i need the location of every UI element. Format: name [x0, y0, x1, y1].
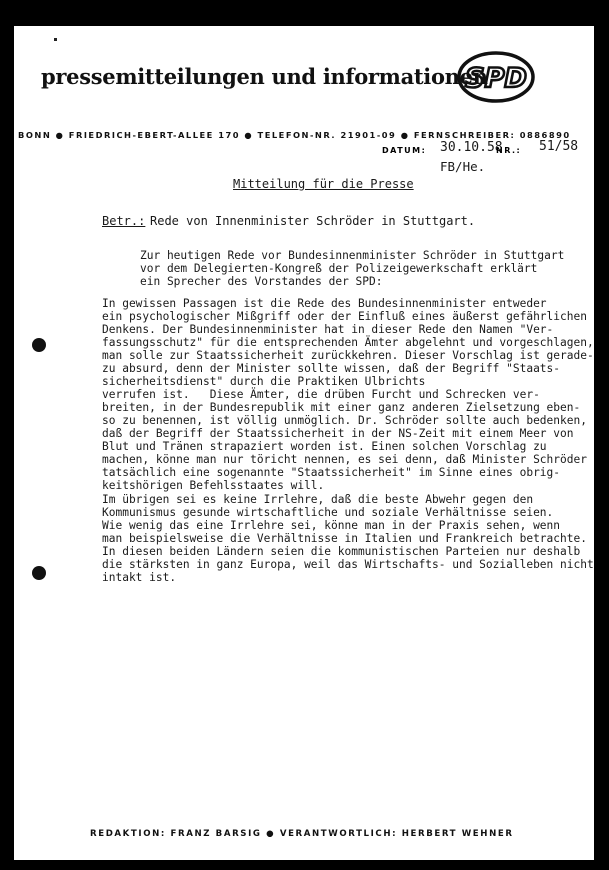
datum-value: 30.10.58: [440, 140, 503, 155]
text-line: so zu benennen, ist völlig unmöglich. Dr. Schröder sollte auch bedenken,: [102, 414, 587, 427]
logo-text: SPD: [465, 63, 527, 94]
number-value: 51/58: [539, 139, 579, 154]
text-line: die stärksten in ganz Europa, weil das Wirtschafts- und Sozialleben nicht: [102, 558, 594, 571]
number-label: NR.:: [496, 146, 522, 155]
text-line: Wie wenig das eine Irrlehre sei, könne man in der Praxis sehen, wenn: [102, 519, 561, 532]
text-line: breiten, in der Bundesrepublik mit einer ganz anderen Zielsetzung eben-: [102, 401, 581, 414]
text-line: Kommunismus gesunde wirtschaftliche und soziale Verhältnisse seien.: [102, 506, 554, 519]
subject-label: [102, 214, 145, 228]
text-line: In gewissen Passagen ist die Rede des Bundesinnenminister entweder: [102, 297, 547, 310]
text-line: ein Sprecher des Vorstandes der SPD:: [140, 275, 383, 288]
document-heading: Mitteilung für die Presse: [233, 177, 414, 191]
press-release-page: [14, 26, 594, 860]
paragraph-2: [102, 493, 594, 584]
text-line: man beispielsweise die Verhältnisse in Italien und Frankreich betrachte.: [102, 532, 587, 545]
text-line: sicherheitsdienst" durch die Praktiken Ulbrichts: [102, 375, 426, 388]
text-line: In diesen beiden Ländern seien die kommunistischen Parteien nur deshalb: [102, 545, 581, 558]
text-line: Denkens. Der Bundesinnenminister hat in dieser Rede den Namen "Ver-: [102, 323, 554, 336]
text-line: intakt ist.: [102, 571, 177, 584]
subject-label-text: Betr.:: [102, 214, 146, 228]
punch-hole: [32, 338, 46, 352]
text-line: fassungsschutz" für die entsprechenden Ämter abgelehnt und vorgeschlagen,: [102, 336, 594, 349]
text-line: machen, könne man nur töricht nennen, es sei denn, daß Minister Schröder: [102, 453, 587, 466]
text-line: Blut und Tränen strapaziert worden ist. Einen solchen Vorschlag zu: [102, 440, 547, 453]
text-line: vor dem Delegierten-Kongreß der Polizeigewerkschaft erklärt: [140, 262, 538, 275]
text-line: man solle zur Staatssicherheit zurückkehren. Dieser Vorschlag ist gerade-: [102, 349, 594, 362]
text-line: Zur heutigen Rede vor Bundesinnenminister Schröder in Stuttgart: [140, 249, 565, 262]
text-line: tatsächlich eine sogenannte "Staatssicherheit" im Sinne eines obrig-: [102, 466, 561, 479]
text-line: zu absurd, denn der Minister sollte wissen, daß der Begriff "Staats-: [102, 362, 561, 375]
masthead-title: pressemitteilungen und informationen: [41, 64, 488, 89]
footer-credits: REDAKTION: FRANZ BARSIG ● VERANTWORTLICH: HERBERT WEHNER: [90, 829, 514, 839]
reference-code: FB/He.: [440, 159, 486, 174]
address-line: BONN ● FRIEDRICH-EBERT-ALLEE 170 ● TELEFON-NR. 21901-09 ● FERNSCHREIBER: 0886890: [18, 130, 571, 140]
datum-label: DATUM:: [382, 146, 427, 155]
scan-speck: [54, 38, 57, 41]
text-line: ein psychologischer Mißgriff oder der Einfluß eines äußerst gefährlichen: [102, 310, 587, 323]
spd-logo-icon: [456, 50, 536, 104]
punch-hole: [32, 566, 46, 580]
intro-block: [140, 249, 564, 288]
text-line: keitshörigen Befehlsstaates will.: [102, 479, 325, 492]
subject-text: Rede von Innenminister Schröder in Stuttgart.: [150, 214, 476, 228]
text-line: daß der Begriff der Staatssicherheit in der NS-Zeit mit einem Meer von: [102, 427, 574, 440]
text-line: Im übrigen sei es keine Irrlehre, daß die beste Abwehr gegen den: [102, 493, 534, 506]
paragraph-1: [102, 297, 594, 492]
text-line: verrufen ist. Diese Ämter, die drüben Furcht und Schrecken ver-: [102, 388, 540, 401]
